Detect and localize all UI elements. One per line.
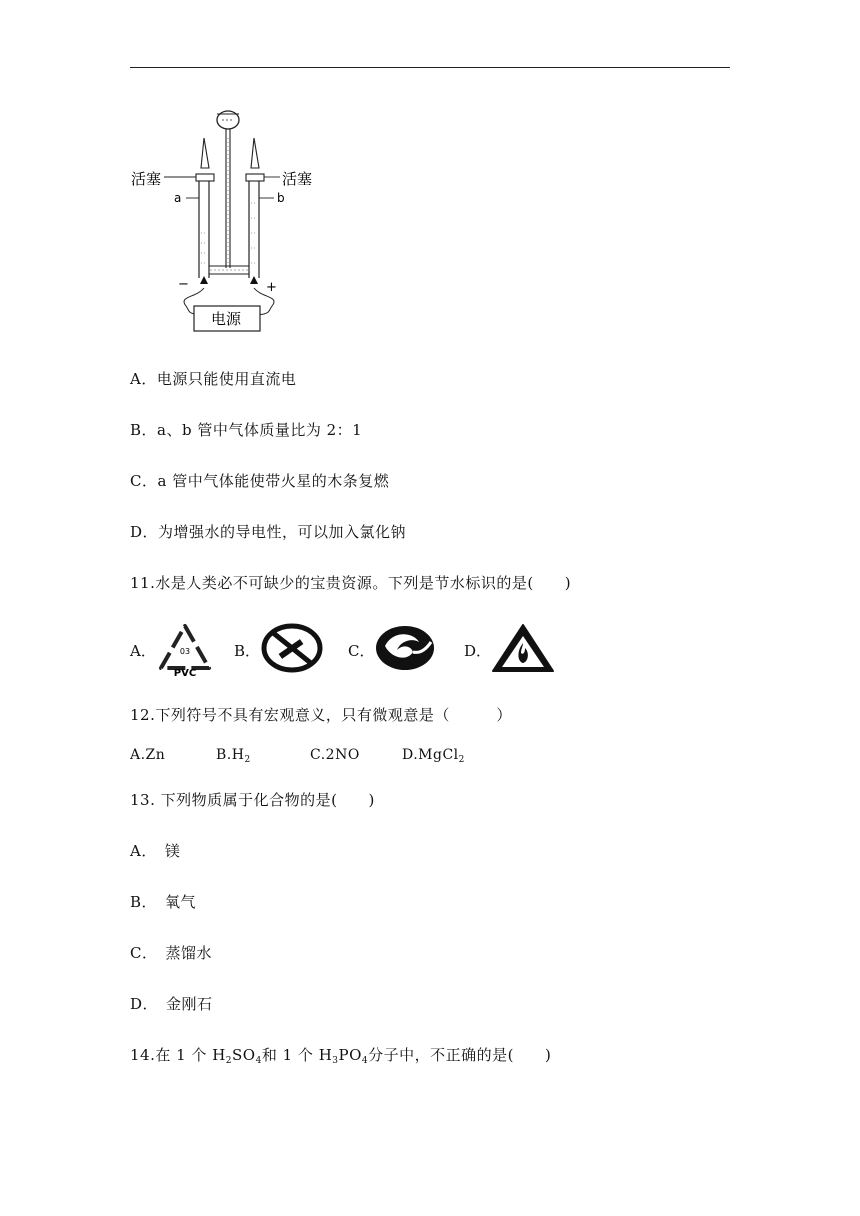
q14-mid-3: PO xyxy=(338,1046,362,1064)
q14-pre: 14.在 1 个 H xyxy=(130,1046,226,1064)
q11-letter-d: D． xyxy=(464,642,492,660)
q12-option-c: C.2NO xyxy=(310,747,360,763)
label-minus: − xyxy=(178,277,189,292)
label-plus: + xyxy=(266,280,277,295)
label-stopcock-right: 活塞 xyxy=(282,170,313,188)
label-stopcock-left: 活塞 xyxy=(131,170,162,188)
label-tube-b: b xyxy=(277,191,285,205)
q14-mid-2: 和 1 个 H xyxy=(261,1046,333,1064)
q10-option-c: C．a 管中气体能使带火星的木条复燃 xyxy=(130,472,390,490)
water-saving-icon xyxy=(373,622,437,674)
recycle-pvc-icon xyxy=(156,622,214,678)
q12-option-b-sub: 2 xyxy=(244,755,251,765)
q11-stem: 11.水是人类必不可缺少的宝贵资源。下列是节水标识的是( ) xyxy=(130,574,572,592)
q10-option-b: B．a、b 管中气体质量比为 2：1 xyxy=(130,421,363,439)
q14-sub-2: 4 xyxy=(255,1056,262,1066)
q13-option-c: C． 蒸馏水 xyxy=(130,944,212,962)
flammable-warning-icon xyxy=(490,622,556,674)
sign-a-code: 03 xyxy=(179,647,191,656)
q14-sub-3: 3 xyxy=(332,1056,339,1066)
q11-letter-a: A． xyxy=(130,642,156,660)
q10-option-d: D．为增强水的导电性，可以加入氯化钠 xyxy=(130,523,407,541)
q12-stem: 12.下列符号不具有宏观意义，只有微观意是（ ） xyxy=(130,706,512,724)
label-power-supply: 电源 xyxy=(211,310,242,328)
q13-option-d: D． 金刚石 xyxy=(130,995,213,1013)
q14-stem xyxy=(130,1044,551,1066)
q14-sub-1: 2 xyxy=(225,1056,233,1066)
no-smoking-icon xyxy=(260,622,324,674)
q13-option-a: A． 镁 xyxy=(130,842,181,860)
q11-letter-b: B． xyxy=(234,642,261,660)
q11-letter-c: C． xyxy=(348,642,375,660)
header-rule xyxy=(130,67,730,68)
q12-option-d-sub: 2 xyxy=(458,755,465,765)
q14-post: 分子中，不正确的是( ) xyxy=(368,1046,552,1064)
q13-stem: 13. 下列物质属于化合物的是( ) xyxy=(130,791,375,809)
q11-sign-options xyxy=(130,620,590,676)
q14-mid-1: SO xyxy=(232,1046,256,1064)
q10-option-a: A．电源只能使用直流电 xyxy=(130,370,297,388)
q12-option-a: A.Zn xyxy=(130,747,166,763)
q12-option-b-main: B.H xyxy=(216,747,245,763)
q14-sub-4: 4 xyxy=(361,1056,369,1066)
q12-option-b xyxy=(216,747,251,765)
q13-option-b: B． 氧气 xyxy=(130,893,197,911)
label-tube-a: a xyxy=(174,191,182,205)
q12-option-d-main: D.MgCl xyxy=(402,747,459,763)
q12-option-d xyxy=(402,747,465,765)
electrolysis-diagram xyxy=(128,98,328,338)
sign-a-pvc: PVC xyxy=(173,668,197,678)
